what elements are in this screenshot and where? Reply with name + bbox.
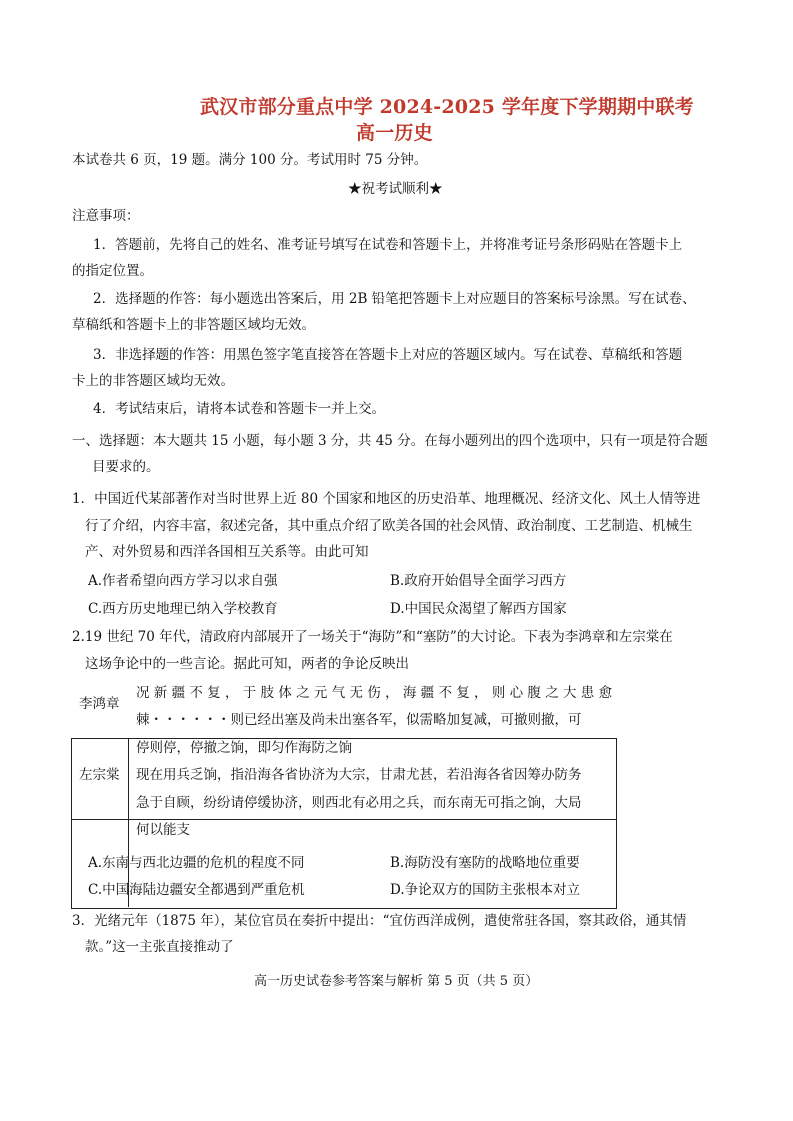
- q1-option-a: A.作者希望向西方学习以求自强: [88, 573, 278, 589]
- exam-summary: 本试卷共 6 页，19 题。满分 100 分。考试用时 75 分钟。: [72, 152, 428, 168]
- q3-stem-line2: 款。”这一主张直接推动了: [85, 939, 234, 955]
- q2-option-d: D.争论双方的国防主张根本对立: [390, 882, 581, 898]
- q2-stem-line2: 这场争论中的一些言论。据此可知，两者的争论反映出: [85, 656, 409, 672]
- exam-title: 武汉市部分重点中学 2024-2025 学年度下学期期中联考: [200, 96, 694, 118]
- q2-option-a: A.东南与西北边疆的危机的程度不同: [88, 855, 305, 871]
- q1-option-c: C.西方历史地理已纳入学校教育: [88, 601, 278, 617]
- q2-option-b: B.海防没有塞防的战略地位重要: [390, 855, 580, 871]
- q1-stem-line2: 行了介绍，内容丰富，叙述完备，其中重点介绍了欧美各国的社会风情、政治制度、工艺制造、机械生: [85, 518, 693, 534]
- page-footer: 高一历史试卷参考答案与解析 第 5 页（共 5 页）: [254, 974, 539, 989]
- exam-subject: 高一历史: [356, 122, 433, 144]
- notice-3-line2: 卡上的非答题区域均无效。: [72, 373, 234, 389]
- table-zuo-line3: 何以能支: [136, 822, 190, 838]
- table-zuo-line2: 急于自顾，纷纷请停缓协济，则西北有必用之兵，而东南无可指之饷，大局: [136, 795, 582, 811]
- table-li-line1: 况 新 疆 不 复 ， 于 肢 体 之 元 气 无 伤 ， 海 疆 不 复 ， 则 心 腹 之 大 患 愈: [136, 685, 613, 701]
- section-heading-line1: 一、选择题：本大题共 15 小题，每小题 3 分，共 45 分。在每小题列出的四个选项中，只有一项是符合题: [72, 433, 708, 449]
- q1-option-d: D.中国民众渴望了解西方国家: [390, 601, 567, 617]
- notice-label: 注意事项：: [72, 208, 140, 224]
- table-name-li: 李鸿章: [79, 696, 120, 712]
- notice-4-line1: 4．考试结束后，请将本试卷和答题卡一并上交。: [93, 401, 386, 417]
- notice-3-line1: 3．非选择题的作答：用黑色签字笔直接答在答题卡上对应的答题区域内。写在试卷、草稿纸和答题: [93, 347, 683, 363]
- table-li-line2: 棘・・・・・・则已经出塞及尚未出塞各军，似需略加复减，可撤则撤，可: [136, 712, 582, 728]
- notice-2-line2: 草稿纸和答题卡上的非答题区域均无效。: [72, 317, 315, 333]
- notice-1-line2: 的指定位置。: [72, 263, 153, 279]
- table-name-zuo: 左宗棠: [79, 767, 120, 783]
- q3-stem-line1: 3．光绪元年（1875 年），某位官员在奏折中提出：“宜仿西洋成例，遣使常驻各国，察其政俗，通其情: [72, 913, 687, 929]
- q1-stem-line3: 产、对外贸易和西洋各国相互关系等。由此可知: [85, 544, 369, 560]
- blessing-text: ★祝考试顺利★: [348, 181, 443, 197]
- q2-option-c: C.中国海陆边疆安全都遇到严重危机: [88, 882, 305, 898]
- table-zuo-line1: 现在用兵乏饷，指沿海各省协济为大宗，甘肃尤甚，若沿海各省因筹办防务: [136, 767, 582, 783]
- notice-1-line1: 1．答题前，先将自己的姓名、准考证号填写在试卷和答题卡上，并将准考证号条形码贴在答题卡上: [93, 237, 683, 253]
- q1-stem-line1: 1．中国近代某部著作对当时世界上近 80 个国家和地区的历史沿革、地理概况、经济文化、风土人情等进: [72, 491, 701, 507]
- table-li-line3: 停则停，停撤之饷，即匀作海防之饷: [136, 740, 352, 756]
- section-heading-line2: 目要求的。: [92, 459, 160, 475]
- q2-stem-line1: 2.19 世纪 70 年代，清政府内部展开了一场关于“海防”和“塞防”的大讨论。下表为李鸿章和左宗棠在: [72, 629, 673, 645]
- notice-2-line1: 2．选择题的作答：每小题选出答案后，用 2B 铅笔把答题卡上对应题目的答案标号涂黑。写在试卷、: [93, 291, 696, 307]
- q1-option-b: B.政府开始倡导全面学习西方: [390, 573, 567, 589]
